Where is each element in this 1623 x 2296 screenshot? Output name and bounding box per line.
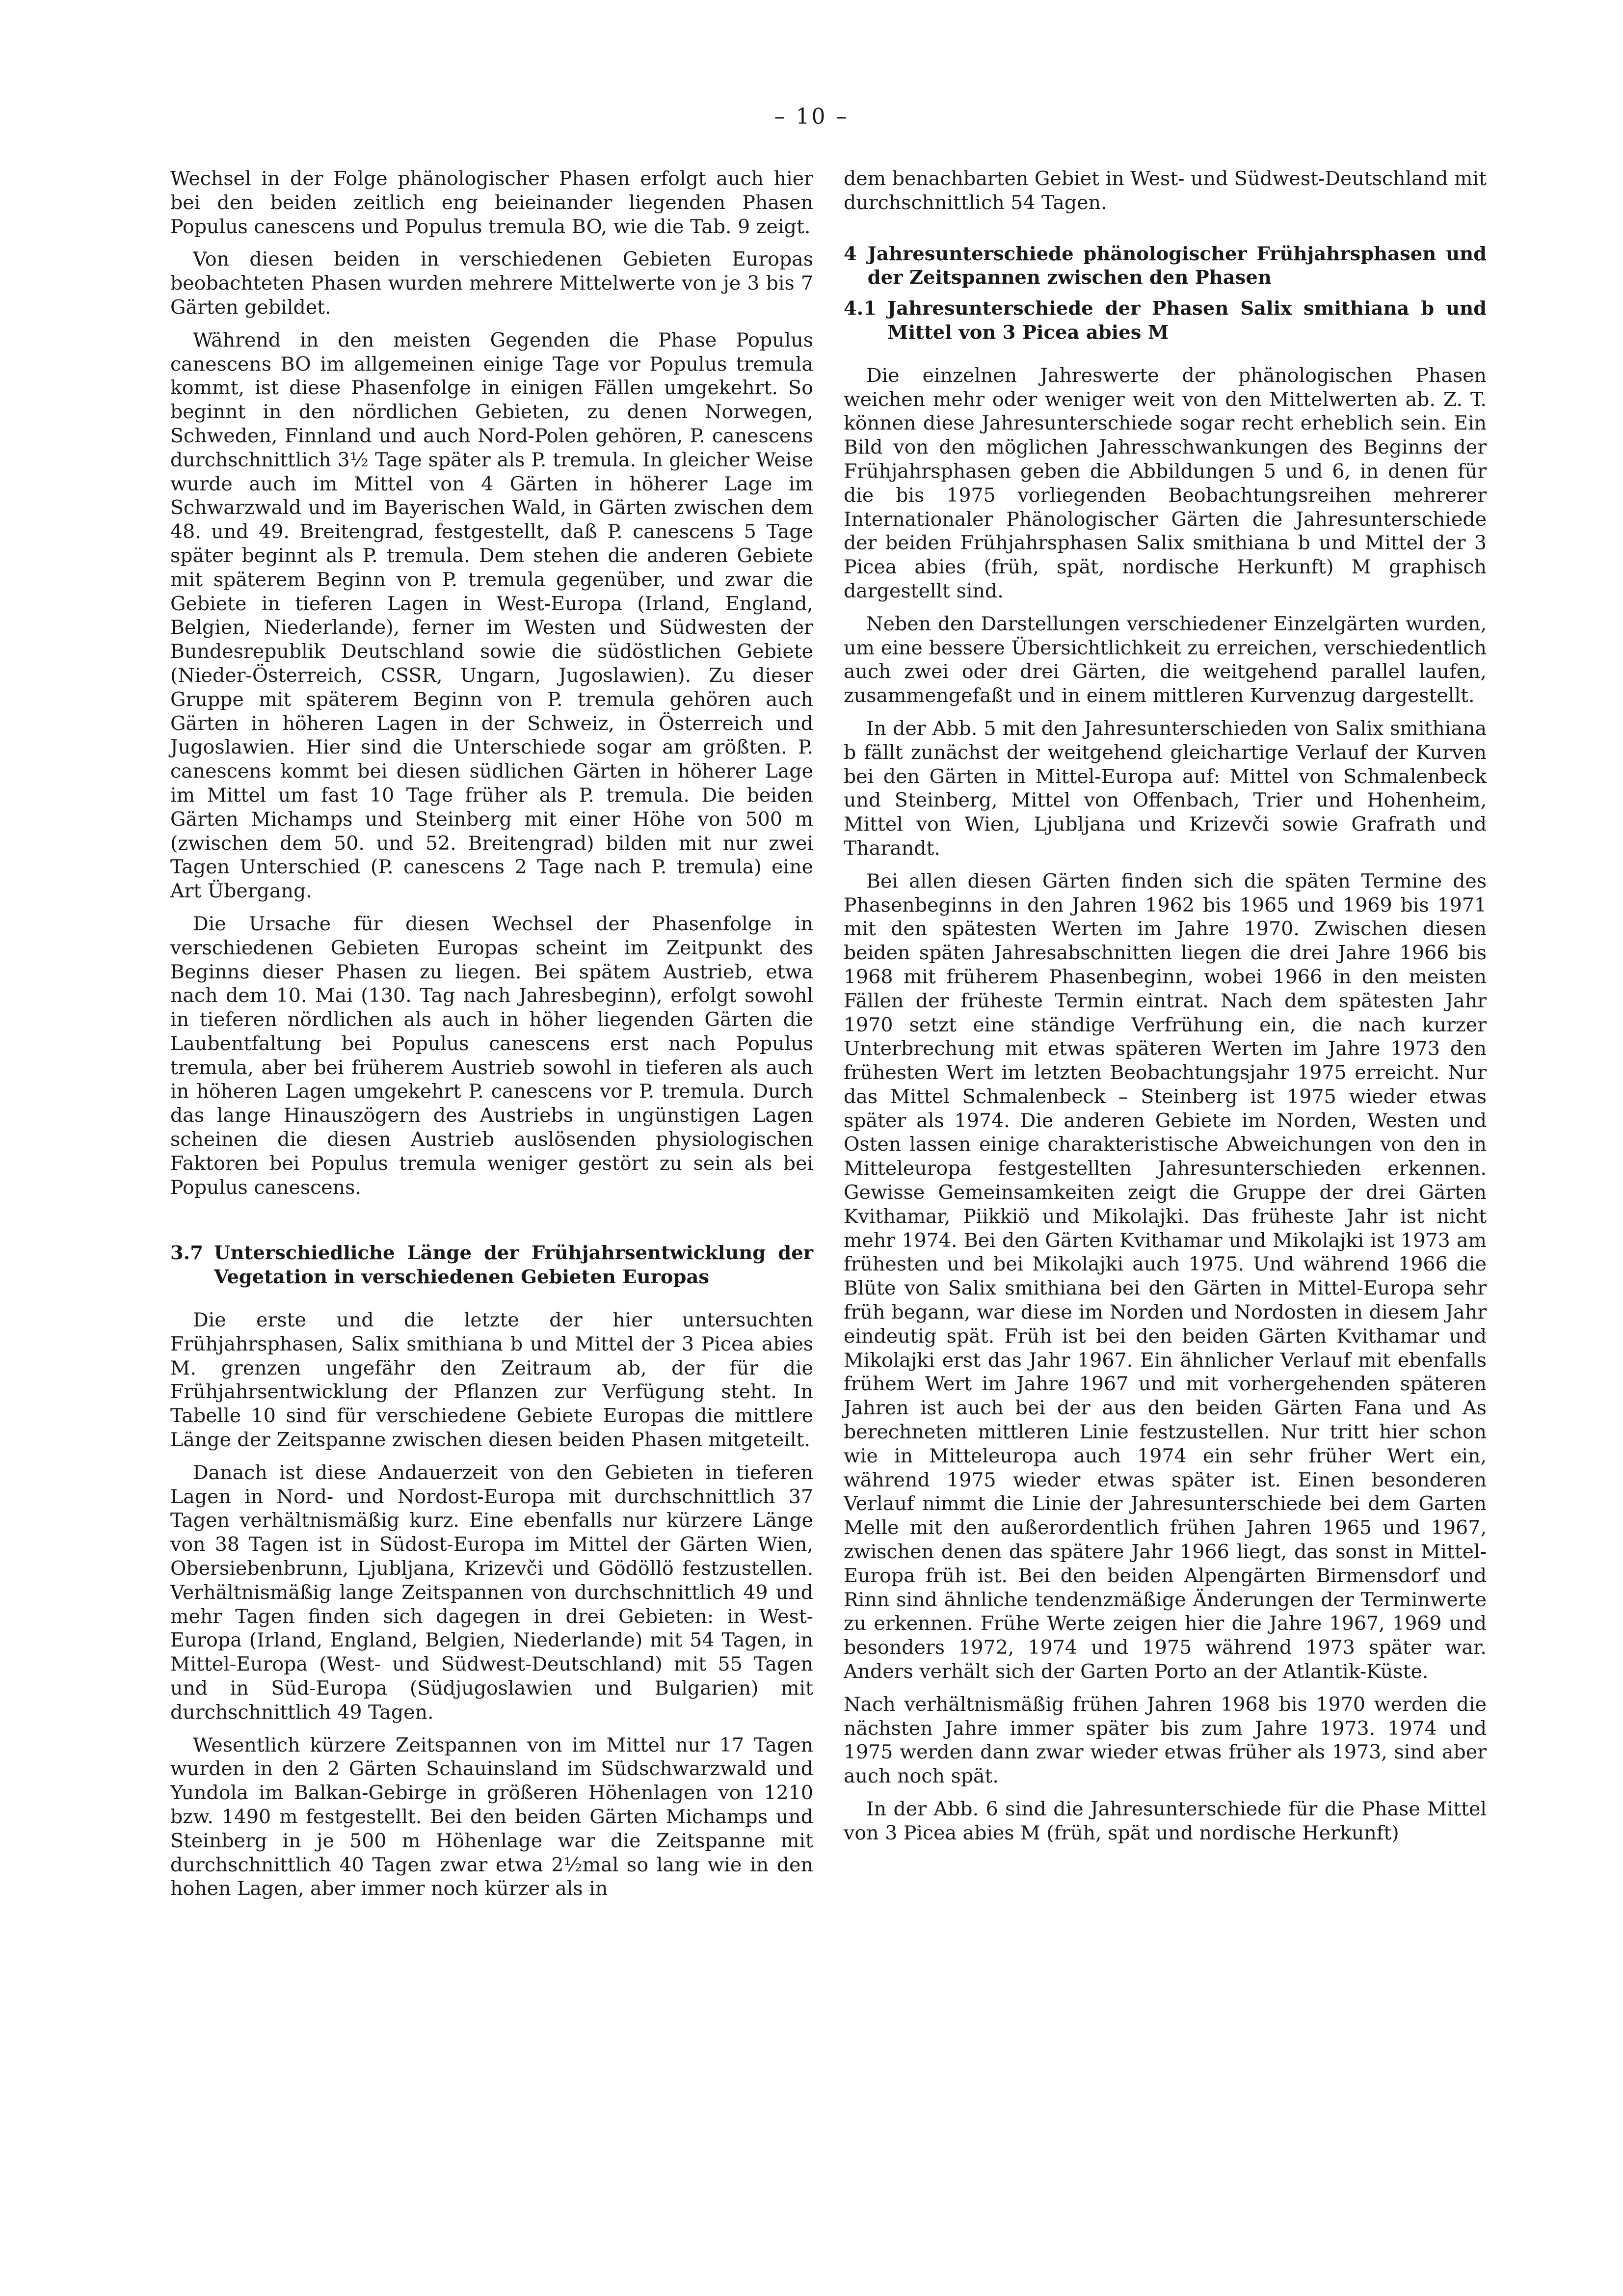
paragraph: Während in den meisten Gegenden die Phase Populus canescens BO im allgemeinen einige Tage vor Populus tremula kommt, ist diese Phasenfolge in einigen Fällen umgekehrt. So beginnt in den nördlichen Gebieten, zu denen Norwegen, Schweden, Finnland und auch Nord-Polen gehören, P. canescens durchschnittlich 3½ Tage später als P. tremula. In gleicher Weise wurde auch im Mittel von 4 Gärten in höherer Lage im Schwarzwald und im Bayerischen Wald, in Gärten zwischen dem 48. und 49. Breitengrad, festgestellt, daß P. canescens 5 Tage später beginnt als P. tremula. Dem stehen die anderen Gebiete mit späterem Beginn von P. tremula gegenüber, und zwar die Gebiete in tieferen Lagen in West-Europa (Irland, England, Belgien, Niederlande), ferner im Westen und Südwesten der Bundesrepublik Deutschland sowie die südöstlichen Gebiete (Nieder-Österreich, CSSR, Ungarn, Jugoslawien). Zu dieser Gruppe mit späterem Beginn von P. tremula gehören auch Gärten in höheren Lagen in der Schweiz, in Österreich und Jugoslawien. Hier sind die Unterschiede sogar am größten. P. canescens kommt bei diesen südlichen Gärten in höherer Lage im Mittel um fast 10 Tage früher als P. tremula. Die beiden Gärten Michamps und Steinberg mit einer Höhe von 500 m (zwischen dem 50. und 52. Breitengrad) bilden mit nur zwei Tagen Unterschied (P. canescens 2 Tage nach P. tremula) eine Art Übergang. [170,328,813,903]
paragraph: Nach verhältnismäßig frühen Jahren 1968 bis 1970 werden die nächsten Jahre immer später bis zum Jahre 1973. 1974 und 1975 werden dann zwar wieder etwas früher als 1973, sind aber auch noch spät. [844,1693,1487,1788]
paragraph: Von diesen beiden in verschiedenen Gebieten Europas beobachteten Phasen wurden mehrere Mittelwerte von je 3 bis 7 Gärten gebildet. [170,248,813,319]
paragraph: Wechsel in der Folge phänologischer Phasen erfolgt auch hier bei den beiden zeitlich eng beieinander liegenden Phasen Populus canescens und Populus tremula BO, wie die Tab. 9 zeigt. [170,167,813,238]
section-title: Jahresunterschiede phänologischer Frühjahrsphasen und der Zeitspannen zwischen den Phasen [867,243,1487,289]
paragraph: Danach ist diese Andauerzeit von den Gebieten in tieferen Lagen in Nord- und Nordost-Europa mit durchschnittlich 37 Tagen verhältnismäßig kurz. Eine ebenfalls nur kürzere Länge von 38 Tagen ist in Südost-Europa im Mittel der Gärten Wien, Obersiebenbrunn, Ljubljana, Krizevči und Gödöllö festzustellen. Verhältnismäßig lange Zeitspannen von durchschnittlich 49 und mehr Tagen finden sich dagegen in drei Gebieten: in West-Europa (Irland, England, Belgien, Niederlande) mit 54 Tagen, in Mittel-Europa (West- und Südwest-Deutschland) mit 55 Tagen und in Süd-Europa (Südjugoslawien und Bulgarien) mit durchschnittlich 49 Tagen. [170,1461,813,1724]
paragraph: Die erste und die letzte der hier untersuchten Frühjahrsphasen, Salix smithiana b und Mittel der 3 Picea abies M. grenzen ungefähr den Zeitraum ab, der für die Frühjahrsentwicklung der Pflanzen zur Verfügung steht. In Tabelle 10 sind für verschiedene Gebiete Europas die mittlere Länge der Zeitspanne zwischen diesen beiden Phasen mitgeteilt. [170,1309,813,1452]
section-number: 3.7 [170,1242,203,1265]
paragraph: Wesentlich kürzere Zeitspannen von im Mittel nur 17 Tagen wurden in den 2 Gärten Schauinsland im Südschwarzwald und Yundola im Balkan-Gebirge in größeren Höhenlagen von 1210 bzw. 1490 m festgestellt. Bei den beiden Gärten Michamps und Steinberg in je 500 m Höhenlage war die Zeitspanne mit durchschnittlich 40 Tagen zwar etwa 2½mal so lang wie in den hohen Lagen, aber immer noch kürzer als in [170,1733,813,1900]
paragraph: dem benachbarten Gebiet in West- und Südwest-Deutschland mit durchschnittlich 54 Tagen. [844,167,1487,214]
paragraph: In der Abb. 6 sind die Jahresunterschiede für die Phase Mittel von 3 Picea abies M (früh, spät und nordische Herkunft) [844,1798,1487,1844]
paragraph: Die einzelnen Jahreswerte der phänologischen Phasen weichen mehr oder weniger weit von den Mittelwerten ab. Z. T. können diese Jahresunterschiede sogar recht erheblich sein. Ein Bild von den möglichen Jahresschwankungen des Beginns der Frühjahrsphasen geben die Abbildungen 5 und 6, in denen für die bis 1975 vorliegenden Beobachtungsreihen mehrerer Internationaler Phänologischer Gärten die Jahresunterschiede der beiden Frühjahrsphasen Salix smithiana b und Mittel der 3 Picea abies (früh, spät, nordische Herkunft) M graphisch dargestellt sind. [844,364,1487,602]
page-number: – 10 – [774,104,849,129]
paragraph: Neben den Darstellungen verschiedener Einzelgärten wurden, um eine bessere Übersichtlichkeit zu erreichen, verschiedentlich auch zwei oder drei Gärten, die weitgehend parallel laufen, zusammengefaßt und in einem mittleren Kurvenzug dargestellt. [844,612,1487,707]
subsection-title: Jahresunterschiede der Phasen Salix smithiana b und Mittel von 3 Picea abies M [887,297,1487,344]
section-heading [170,1242,813,1290]
section-title: Unterschiedliche Länge der Frühjahrsentwicklung der Vegetation in verschiedenen Gebieten Europas [213,1242,813,1289]
right-column [844,167,1487,1854]
left-column [170,167,813,1910]
paragraph: Bei allen diesen Gärten finden sich die späten Termine des Phasenbeginns in den Jahren 1962 bis 1965 und 1969 bis 1971 mit den spätesten Werten im Jahre 1970. Zwischen diesen beiden späten Jahresabschnitten liegen die drei Jahre 1966 bis 1968 mit früherem Phasenbeginn, wobei 1966 in den meisten Fällen der früheste Termin eintrat. Nach dem spätesten Jahr 1970 setzt eine ständige Verfrühung ein, die nach kurzer Unterbrechung mit etwas späteren Werten im Jahre 1973 den frühesten Wert im letzten Beobachtungsjahr 1975 erreicht. Nur das Mittel Schmalenbeck – Steinberg ist 1975 wieder etwas später als 1974. Die anderen Gebiete im Norden, Westen und Osten lassen einige charakteristische Abweichungen von den in Mitteleuropa festgestellten Jahresunterschieden erkennen. Gewisse Gemeinsamkeiten zeigt die Gruppe der drei Gärten Kvithamar, Piikkiö und Mikolajki. Das früheste Jahr ist nicht mehr 1974. Bei den Gärten Kvithamar und Mikolajki ist 1973 am frühesten und bei Mikolajki auch 1975. Und während 1966 die Blüte von Salix smithiana bei den Gärten in Mittel-Europa sehr früh begann, war diese im Norden und Nordosten in diesem Jahr eindeutig spät. Früh ist bei den beiden Gärten Kvithamar und Mikolajki erst das Jahr 1967. Ein ähnlicher Verlauf mit ebenfalls frühem Wert im Jahre 1967 und mit vorhergehenden späteren Jahren ist auch bei der aus den beiden Gärten Fana und As berechneten mittleren Linie festzustellen. Nur tritt hier schon wie in Mitteleuropa auch 1974 ein sehr früher Wert ein, während 1975 wieder etwas später ist. Einen besonderen Verlauf nimmt die Linie der Jahresunterschiede bei dem Garten Melle mit den außerordentlich frühen Jahren 1965 und 1967, zwischen denen das spätere Jahr 1966 liegt, das sonst in Mittel-Europa früh ist. Bei den beiden Alpengärten Birmensdorf und Rinn sind ähnliche tendenzmäßige Änderungen der Terminwerte zu erkennen. Frühe Werte zeigen hier die Jahre 1967, 1969 und besonders 1972, 1974 und 1975 während 1973 später war. Anders verhält sich der Garten Porto an der Atlantik-Küste. [844,869,1487,1683]
paragraph: In der Abb. 5 mit den Jahresunterschieden von Salix smithiana b fällt zunächst der weitgehend gleichartige Verlauf der Kurven bei den Gärten in Mittel-Europa auf: Mittel von Schmalenbeck und Steinberg, Mittel von Offenbach, Trier und Hohenheim, Mittel von Wien, Ljubljana und Krizevči sowie Grafrath und Tharandt. [844,717,1487,860]
section-number: 4 [844,243,857,265]
subsection-number: 4.1 [844,297,877,320]
subsection-heading [844,297,1487,345]
paragraph: Die Ursache für diesen Wechsel der Phasenfolge in verschiedenen Gebieten Europas scheint im Zeitpunkt des Beginns dieser Phasen zu liegen. Bei spätem Austrieb, etwa nach dem 10. Mai (130. Tag nach Jahresbeginn), erfolgt sowohl in tieferen nördlichen als auch in höher liegenden Gärten die Laubentfaltung bei Populus canescens erst nach Populus tremula, aber bei früherem Austrieb sowohl in tieferen als auch in höheren Lagen umgekehrt P. canescens vor P. tremula. Durch das lange Hinauszögern des Austriebs in ungünstigen Lagen scheinen die diesen Austrieb auslösenden physiologischen Faktoren bei Populus tremula weniger gestört zu sein als bei Populus canescens. [170,912,813,1199]
section-heading [844,243,1487,291]
